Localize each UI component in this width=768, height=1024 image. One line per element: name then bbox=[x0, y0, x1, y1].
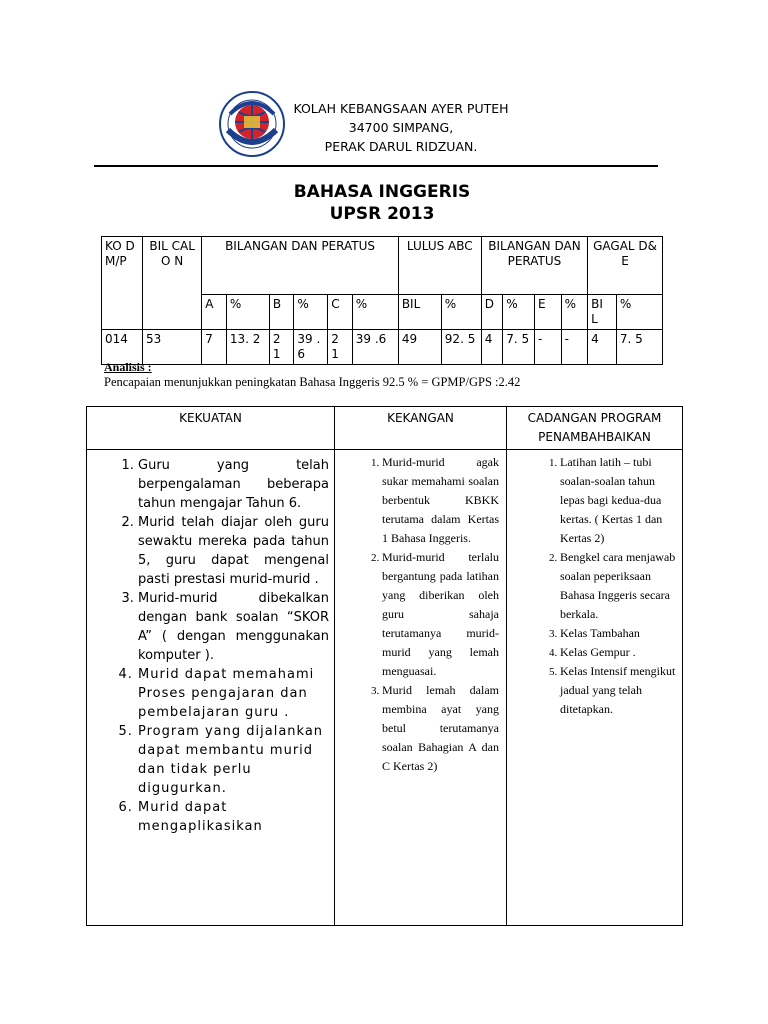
table-cell: 7. 5 bbox=[503, 330, 535, 365]
table-cell: 7 bbox=[202, 330, 227, 365]
table-cell: 39 .6 bbox=[294, 330, 328, 365]
subheader-cell: % bbox=[441, 295, 481, 330]
analysis-text: Pencapaian menunjukkan peningkatan Bahasa Inggeris 92.5 % = GPMP/GPS :2.42 bbox=[104, 375, 521, 389]
header-bilangan-dan-peratus: BILANGAN DAN PERATUS bbox=[481, 237, 587, 295]
table-cell: 2 1 bbox=[328, 330, 353, 365]
list-item: 3. Kelas Tambahan bbox=[560, 624, 677, 643]
list-item: 3. Murid-murid dibekalkan dengan bank soalan “SKOR A” ( dengan menggunakan komputer ). bbox=[138, 589, 329, 665]
kekangan-column bbox=[335, 450, 507, 926]
kekuatan-column bbox=[87, 450, 335, 926]
table-cell: 13. 2 bbox=[226, 330, 269, 365]
header-divider bbox=[94, 165, 658, 167]
header-kod: KO D M/P bbox=[102, 237, 143, 330]
header-kekangan: KEKANGAN bbox=[335, 407, 507, 450]
table-cell: 92. 5 bbox=[441, 330, 481, 365]
subheader-cell: BIL bbox=[398, 295, 441, 330]
table-cell: - bbox=[561, 330, 588, 365]
cadangan-column bbox=[507, 450, 683, 926]
table-cell: 53 bbox=[142, 330, 201, 365]
table-header-row bbox=[102, 237, 663, 295]
list-item: 1. Murid-murid agak sukar memahami soalan berbentuk KBKK terutama dalam Kertas 1 Bahasa Inggeris. bbox=[382, 453, 499, 548]
list-item: 6. Murid dapat mengaplikasikan bbox=[138, 798, 329, 836]
analysis-table bbox=[86, 406, 683, 926]
list-item: 1. Guru yang telah berpengalaman beberapa tahun mengajar Tahun 6. bbox=[138, 456, 329, 513]
table-cell: 49 bbox=[398, 330, 441, 365]
list-item: 3. Murid lemah dalam membina ayat yang betul terutamanya soalan Bahagian A dan C Kertas 2) bbox=[382, 681, 499, 776]
table-cell: 4 bbox=[481, 330, 502, 365]
results-table bbox=[101, 236, 663, 365]
list-item: 4. Murid dapat memahami Proses pengajaran dan pembelajaran guru . bbox=[138, 665, 329, 722]
subheader-cell: A bbox=[202, 295, 227, 330]
exam-title: UPSR 2013 bbox=[329, 204, 435, 224]
school-postcode: 34700 SIMPANG, bbox=[348, 120, 454, 135]
subheader-cell: % bbox=[226, 295, 269, 330]
subheader-cell: % bbox=[352, 295, 398, 330]
subheader-cell: B bbox=[269, 295, 294, 330]
header-bilangan-peratus: BILANGAN DAN PERATUS bbox=[202, 237, 399, 295]
table-cell: 4 bbox=[588, 330, 617, 365]
subject-title: BAHASA INGGERIS bbox=[293, 182, 471, 202]
list-item: 5. Program yang dijalankan dapat membantu murid dan tidak perlu digugurkan. bbox=[138, 722, 329, 798]
table-cell: 39 .6 bbox=[352, 330, 398, 365]
header-bil-calon: BIL CALO N bbox=[142, 237, 201, 330]
analysis-label: Analisis : bbox=[104, 360, 152, 374]
subheader-cell: % bbox=[294, 295, 328, 330]
list-item: 4. Kelas Gempur . bbox=[560, 643, 677, 662]
header-lulus-abc: LULUS ABC bbox=[398, 237, 481, 295]
list-item: 2. Murid-murid terlalu bergantung pada latihan yang diberikan oleh guru sahaja terutamanya murid-murid yang lemah menguasai. bbox=[382, 548, 499, 681]
school-state: PERAK DARUL RIDZUAN. bbox=[324, 139, 478, 154]
analysis-header-row bbox=[87, 407, 683, 450]
table-row bbox=[102, 330, 663, 365]
document-title bbox=[200, 181, 564, 225]
school-name: KOLAH KEBANGSAAN AYER PUTEH bbox=[293, 101, 509, 116]
subheader-cell: % bbox=[616, 295, 662, 330]
table-cell: 2 1 bbox=[269, 330, 294, 365]
table-cell: 014 bbox=[102, 330, 143, 365]
analysis-content-row bbox=[87, 450, 683, 926]
subheader-cell: C bbox=[328, 295, 353, 330]
list-item: 5. Kelas Intensif mengikut jadual yang telah ditetapkan. bbox=[560, 662, 677, 719]
table-cell: - bbox=[534, 330, 561, 365]
header-cadangan: CADANGAN PROGRAM PENAMBAHBAIKAN bbox=[507, 407, 683, 450]
subheader-cell: BI L bbox=[588, 295, 617, 330]
list-item: 1. Latihan latih – tubi soalan-soalan tahun lepas bagi kedua-dua kertas. ( Kertas 1 dan Kertas 2) bbox=[560, 453, 677, 548]
subheader-cell: % bbox=[503, 295, 535, 330]
table-cell: 7. 5 bbox=[616, 330, 662, 365]
subheader-cell: E bbox=[534, 295, 561, 330]
list-item: 2. Murid telah diajar oleh guru sewaktu mereka pada tahun 5, guru dapat mengenal pasti prestasi murid-murid . bbox=[138, 513, 329, 589]
list-item: 2. Bengkel cara menjawab soalan peperiksaan Bahasa Inggeris secara berkala. bbox=[560, 548, 677, 624]
subheader-cell: % bbox=[561, 295, 588, 330]
school-address bbox=[272, 99, 530, 156]
subheader-cell: D bbox=[481, 295, 502, 330]
header-kekuatan: KEKUATAN bbox=[87, 407, 335, 450]
header-gagal: GAGAL D& E bbox=[588, 237, 663, 295]
